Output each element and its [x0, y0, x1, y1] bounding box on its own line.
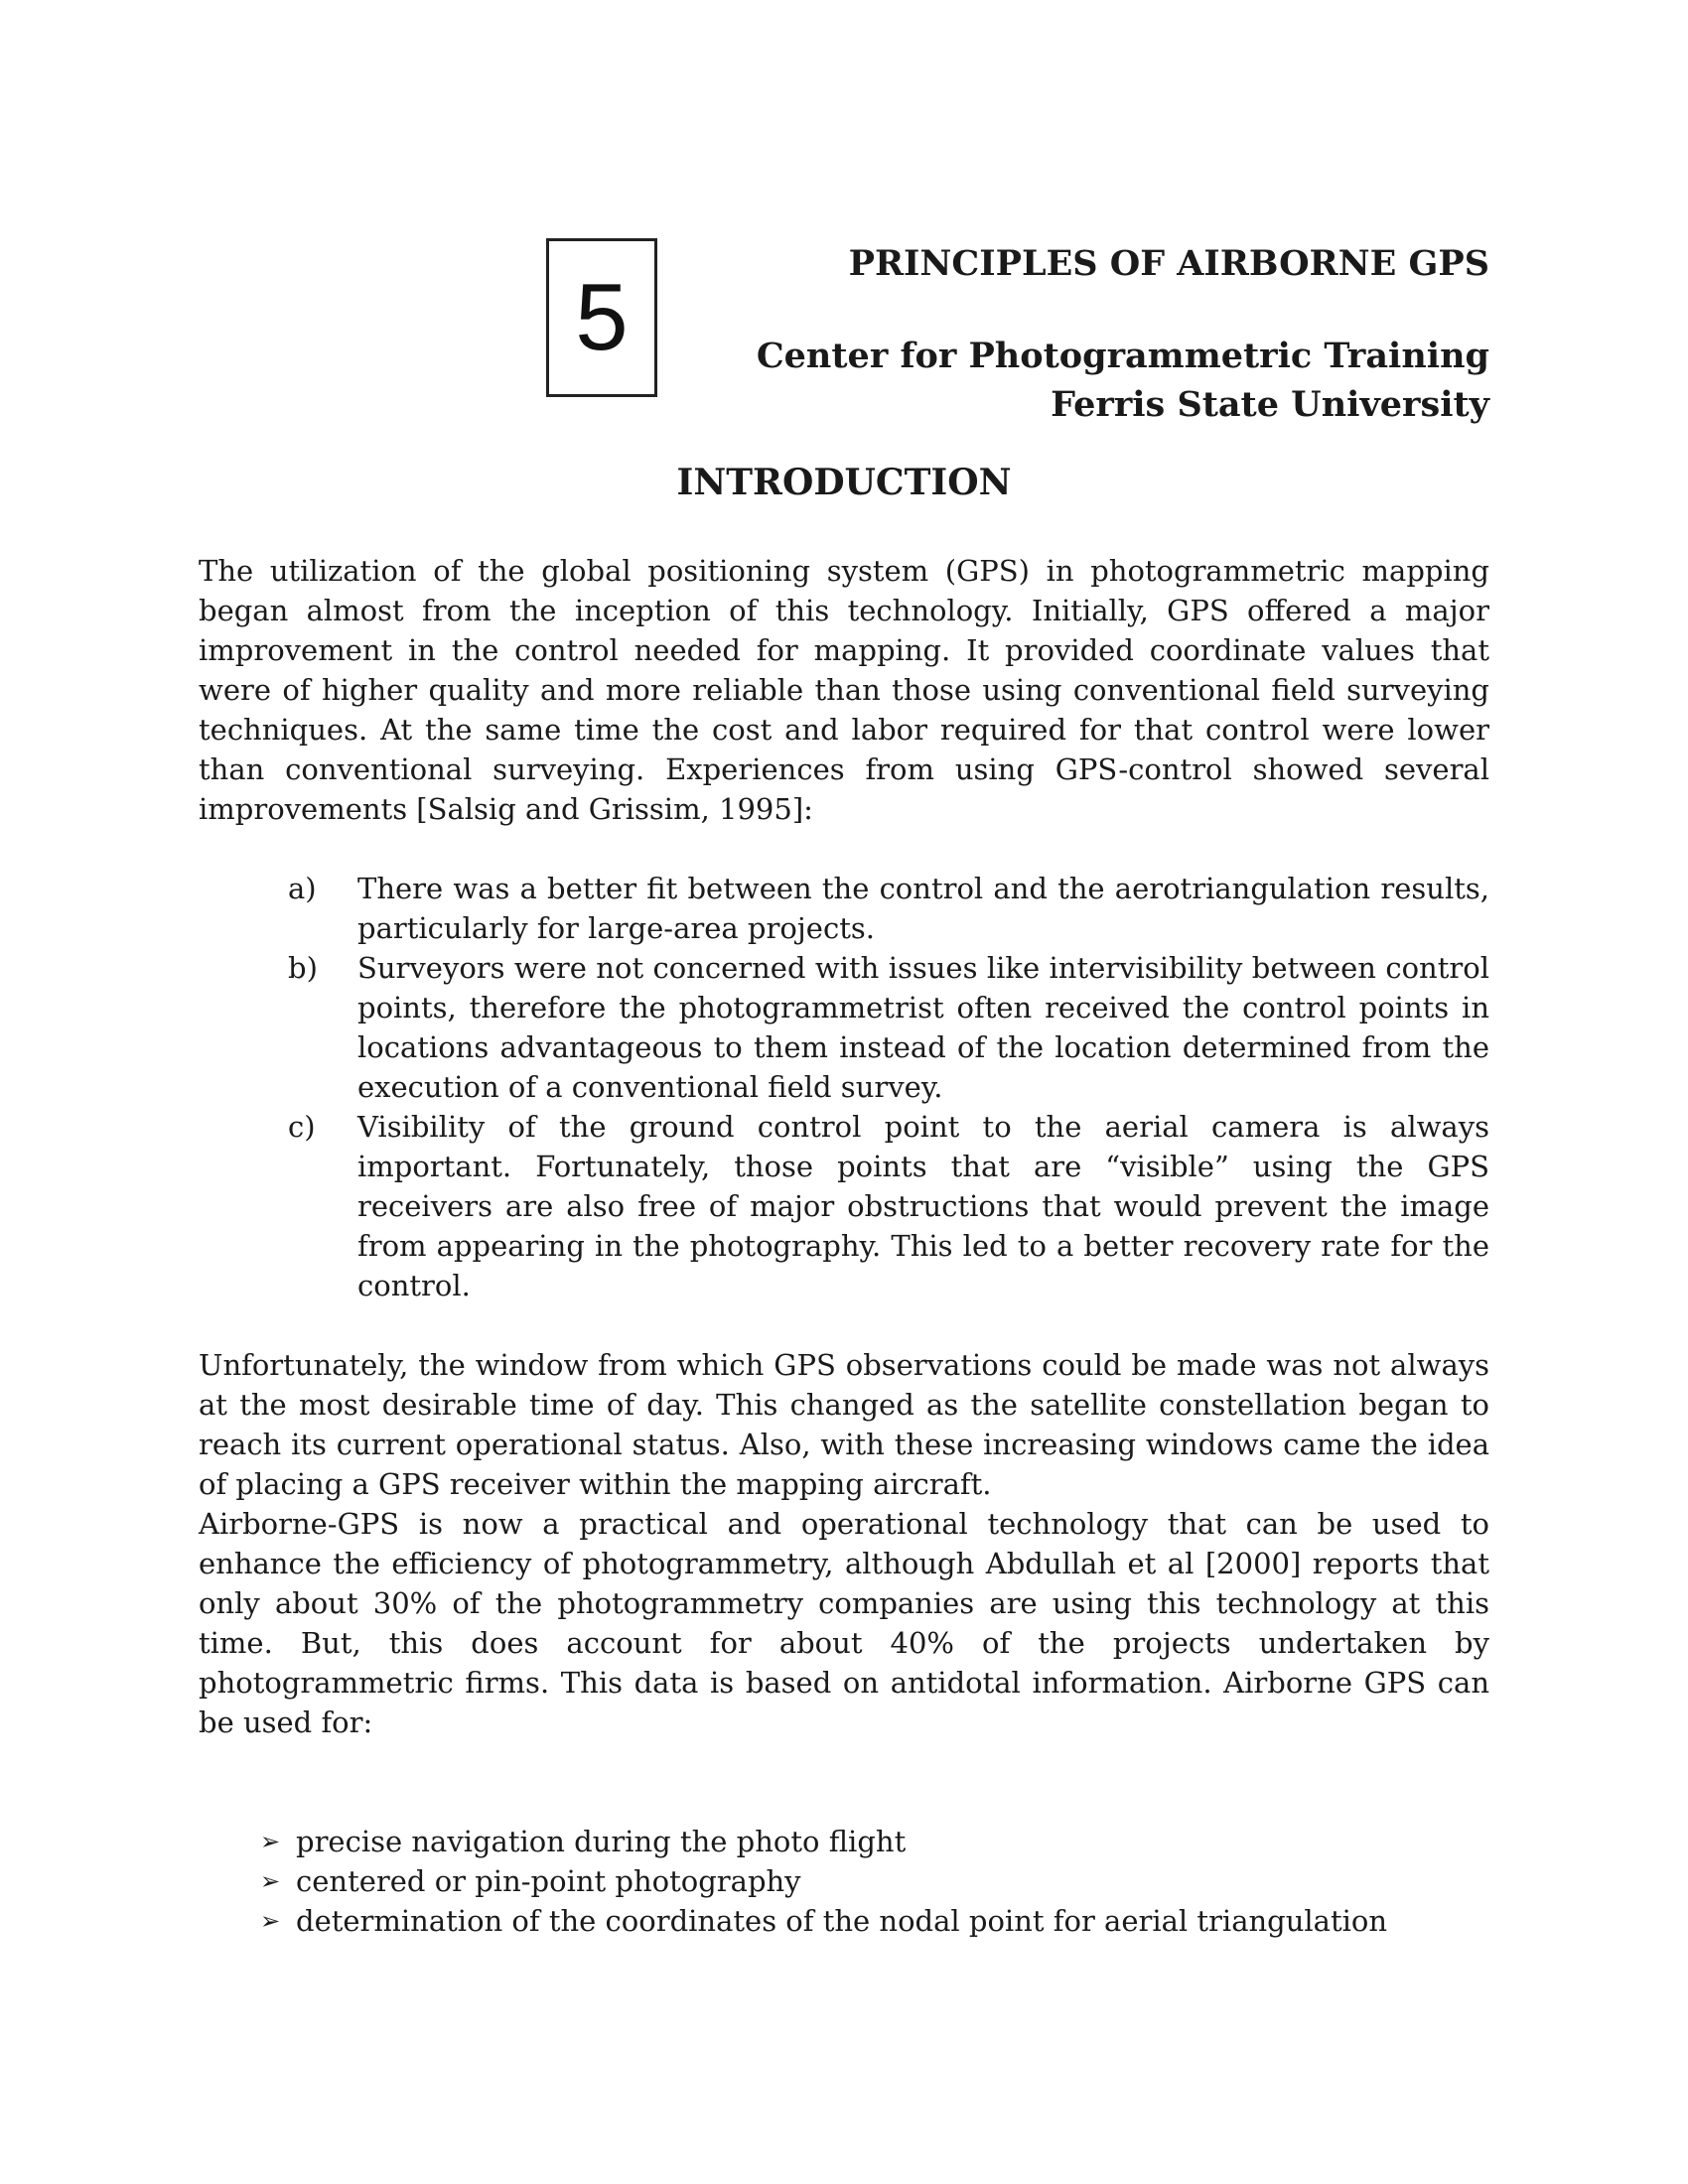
list-item-text: Surveyors were not concerned with issues like intervisibility between control points, therefore the photogrammetrist often received the control points in locations advantageous to them instead of the location determined from the execution of a conventional field survey. [357, 951, 1489, 1104]
paragraph-3: Airborne-GPS is now a practical and operational technology that can be used to enhance the efficiency of photogrammetry, although Abdullah et al [2000] reports that only about 30% of the photogrammetry companies are using this technology at this time. But, this does account for about 40% of the projects undertaken by photogrammetric firms. This data is based on antidotal information. Airborne GPS can be used for: [199, 1507, 1489, 1739]
chapter-title: PRINCIPLES OF AIRBORNE GPS [848, 243, 1489, 284]
arrowhead-bullet-icon: ➢ [260, 1907, 281, 1935]
list-item [260, 1822, 1491, 1861]
list-item-text: precise navigation during the photo flight [296, 1825, 907, 1858]
list-item-text: centered or pin-point photography [296, 1864, 801, 1898]
paragraph-2: Unfortunately, the window from which GPS observations could be made was not always at the most desirable time of day. This changed as the satellite constellation began to reach its current operational status. Also, with these increasing windows came the idea of placing a GPS receiver within the mapping aircraft. [199, 1348, 1489, 1501]
list-item [260, 1901, 1491, 1941]
uses-list [260, 1822, 1491, 1941]
list-item-text: There was a better fit between the control and the aerotriangulation results, particularly for large-area projects. [357, 872, 1489, 945]
chapter-number-box [546, 238, 657, 397]
list-item [288, 1107, 1489, 1305]
chapter-number: 5 [575, 264, 629, 370]
list-item [288, 948, 1489, 1107]
list-marker: b) [288, 951, 318, 985]
organization-line-2: Ferris State University [1051, 384, 1489, 425]
list-item [260, 1861, 1491, 1901]
improvements-list [288, 869, 1489, 1305]
list-marker: a) [288, 872, 317, 905]
list-item [288, 869, 1489, 948]
list-item-text: determination of the coordinates of the nodal point for aerial triangulation [296, 1904, 1388, 1938]
section-heading: INTRODUCTION [676, 462, 1012, 503]
arrowhead-bullet-icon: ➢ [260, 1828, 281, 1855]
arrowhead-bullet-icon: ➢ [260, 1867, 281, 1895]
list-item-text: Visibility of the ground control point to the aerial camera is always important. Fortunately, those points that are “visible” using the GPS receivers are also free of major obstructions that would prevent the image from appearing in the photography. This led to a better recovery rate for the control. [357, 1110, 1489, 1302]
list-marker: c) [288, 1110, 316, 1144]
paragraph-1: The utilization of the global positioning system (GPS) in photogrammetric mapping began almost from the inception of this technology. Initially, GPS offered a major improvement in the control needed for mapping. It provided coordinate values that were of higher quality and more reliable than those using conventional field surveying techniques. At the same time the cost and labor required for that control were lower than conventional surveying. Experiences from using GPS-control showed several improvements [Salsig and Grissim, 1995]: [199, 554, 1489, 826]
organization-line-1: Center for Photogrammetric Training [756, 336, 1489, 376]
